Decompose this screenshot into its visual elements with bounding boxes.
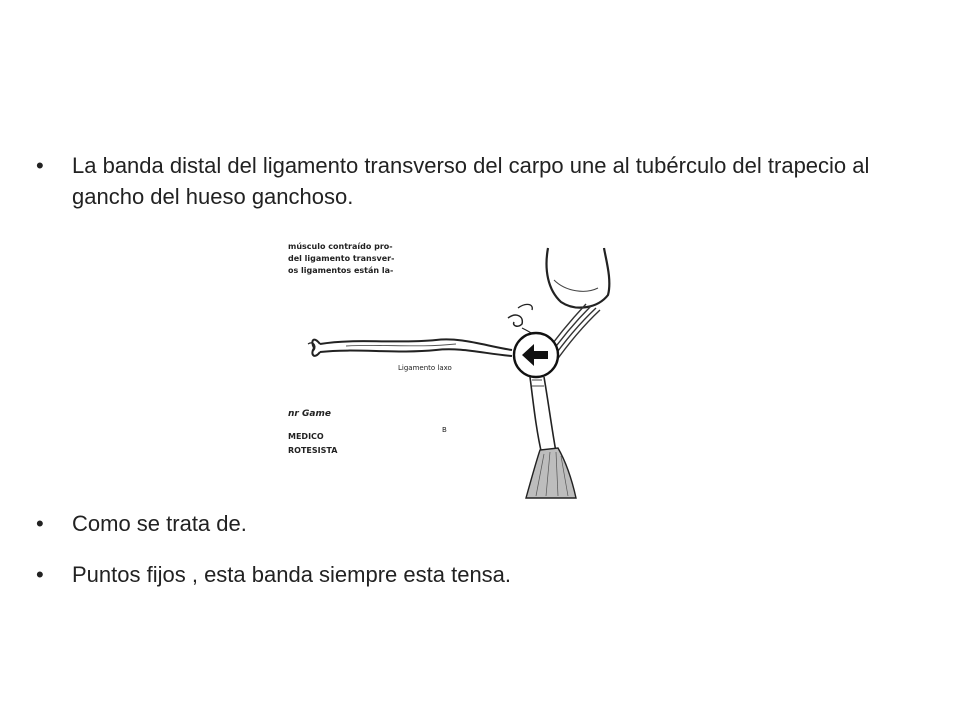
- signature-line-1: nr Game: [288, 409, 331, 419]
- bullet-text-1: La banda distal del ligamento transverso del carpo une al tubérculo del trapecio al gancho del hueso ganchoso.: [72, 153, 870, 209]
- panel-letter: B: [442, 426, 447, 434]
- caption-line-3: os ligamentos están la-: [288, 266, 394, 275]
- bullet-text-3: Puntos fijos , esta banda siempre esta tensa.: [72, 562, 512, 587]
- fiber-curl-small: [518, 304, 532, 310]
- finger-drawing: [547, 248, 610, 308]
- muscle-belly: [526, 448, 576, 498]
- signature-line-2: MEDICO: [288, 432, 324, 441]
- caption-line-2: del ligamento transver-: [288, 254, 395, 263]
- ligament-label: Ligamento laxo: [398, 364, 452, 372]
- loose-ligament: [308, 339, 512, 356]
- caption-line-1: músculo contraído pro-: [288, 242, 393, 251]
- bullet-dot: •: [36, 153, 44, 178]
- bullet-dot: •: [36, 562, 44, 587]
- fiber-curl: [508, 315, 522, 326]
- bullet-text-2: Como se trata de.: [72, 511, 247, 536]
- bullet-dot: •: [36, 511, 44, 536]
- tendon-descending: [530, 377, 556, 455]
- signature-line-3: ROTESISTA: [288, 446, 338, 455]
- ligament-diagram: [286, 240, 636, 500]
